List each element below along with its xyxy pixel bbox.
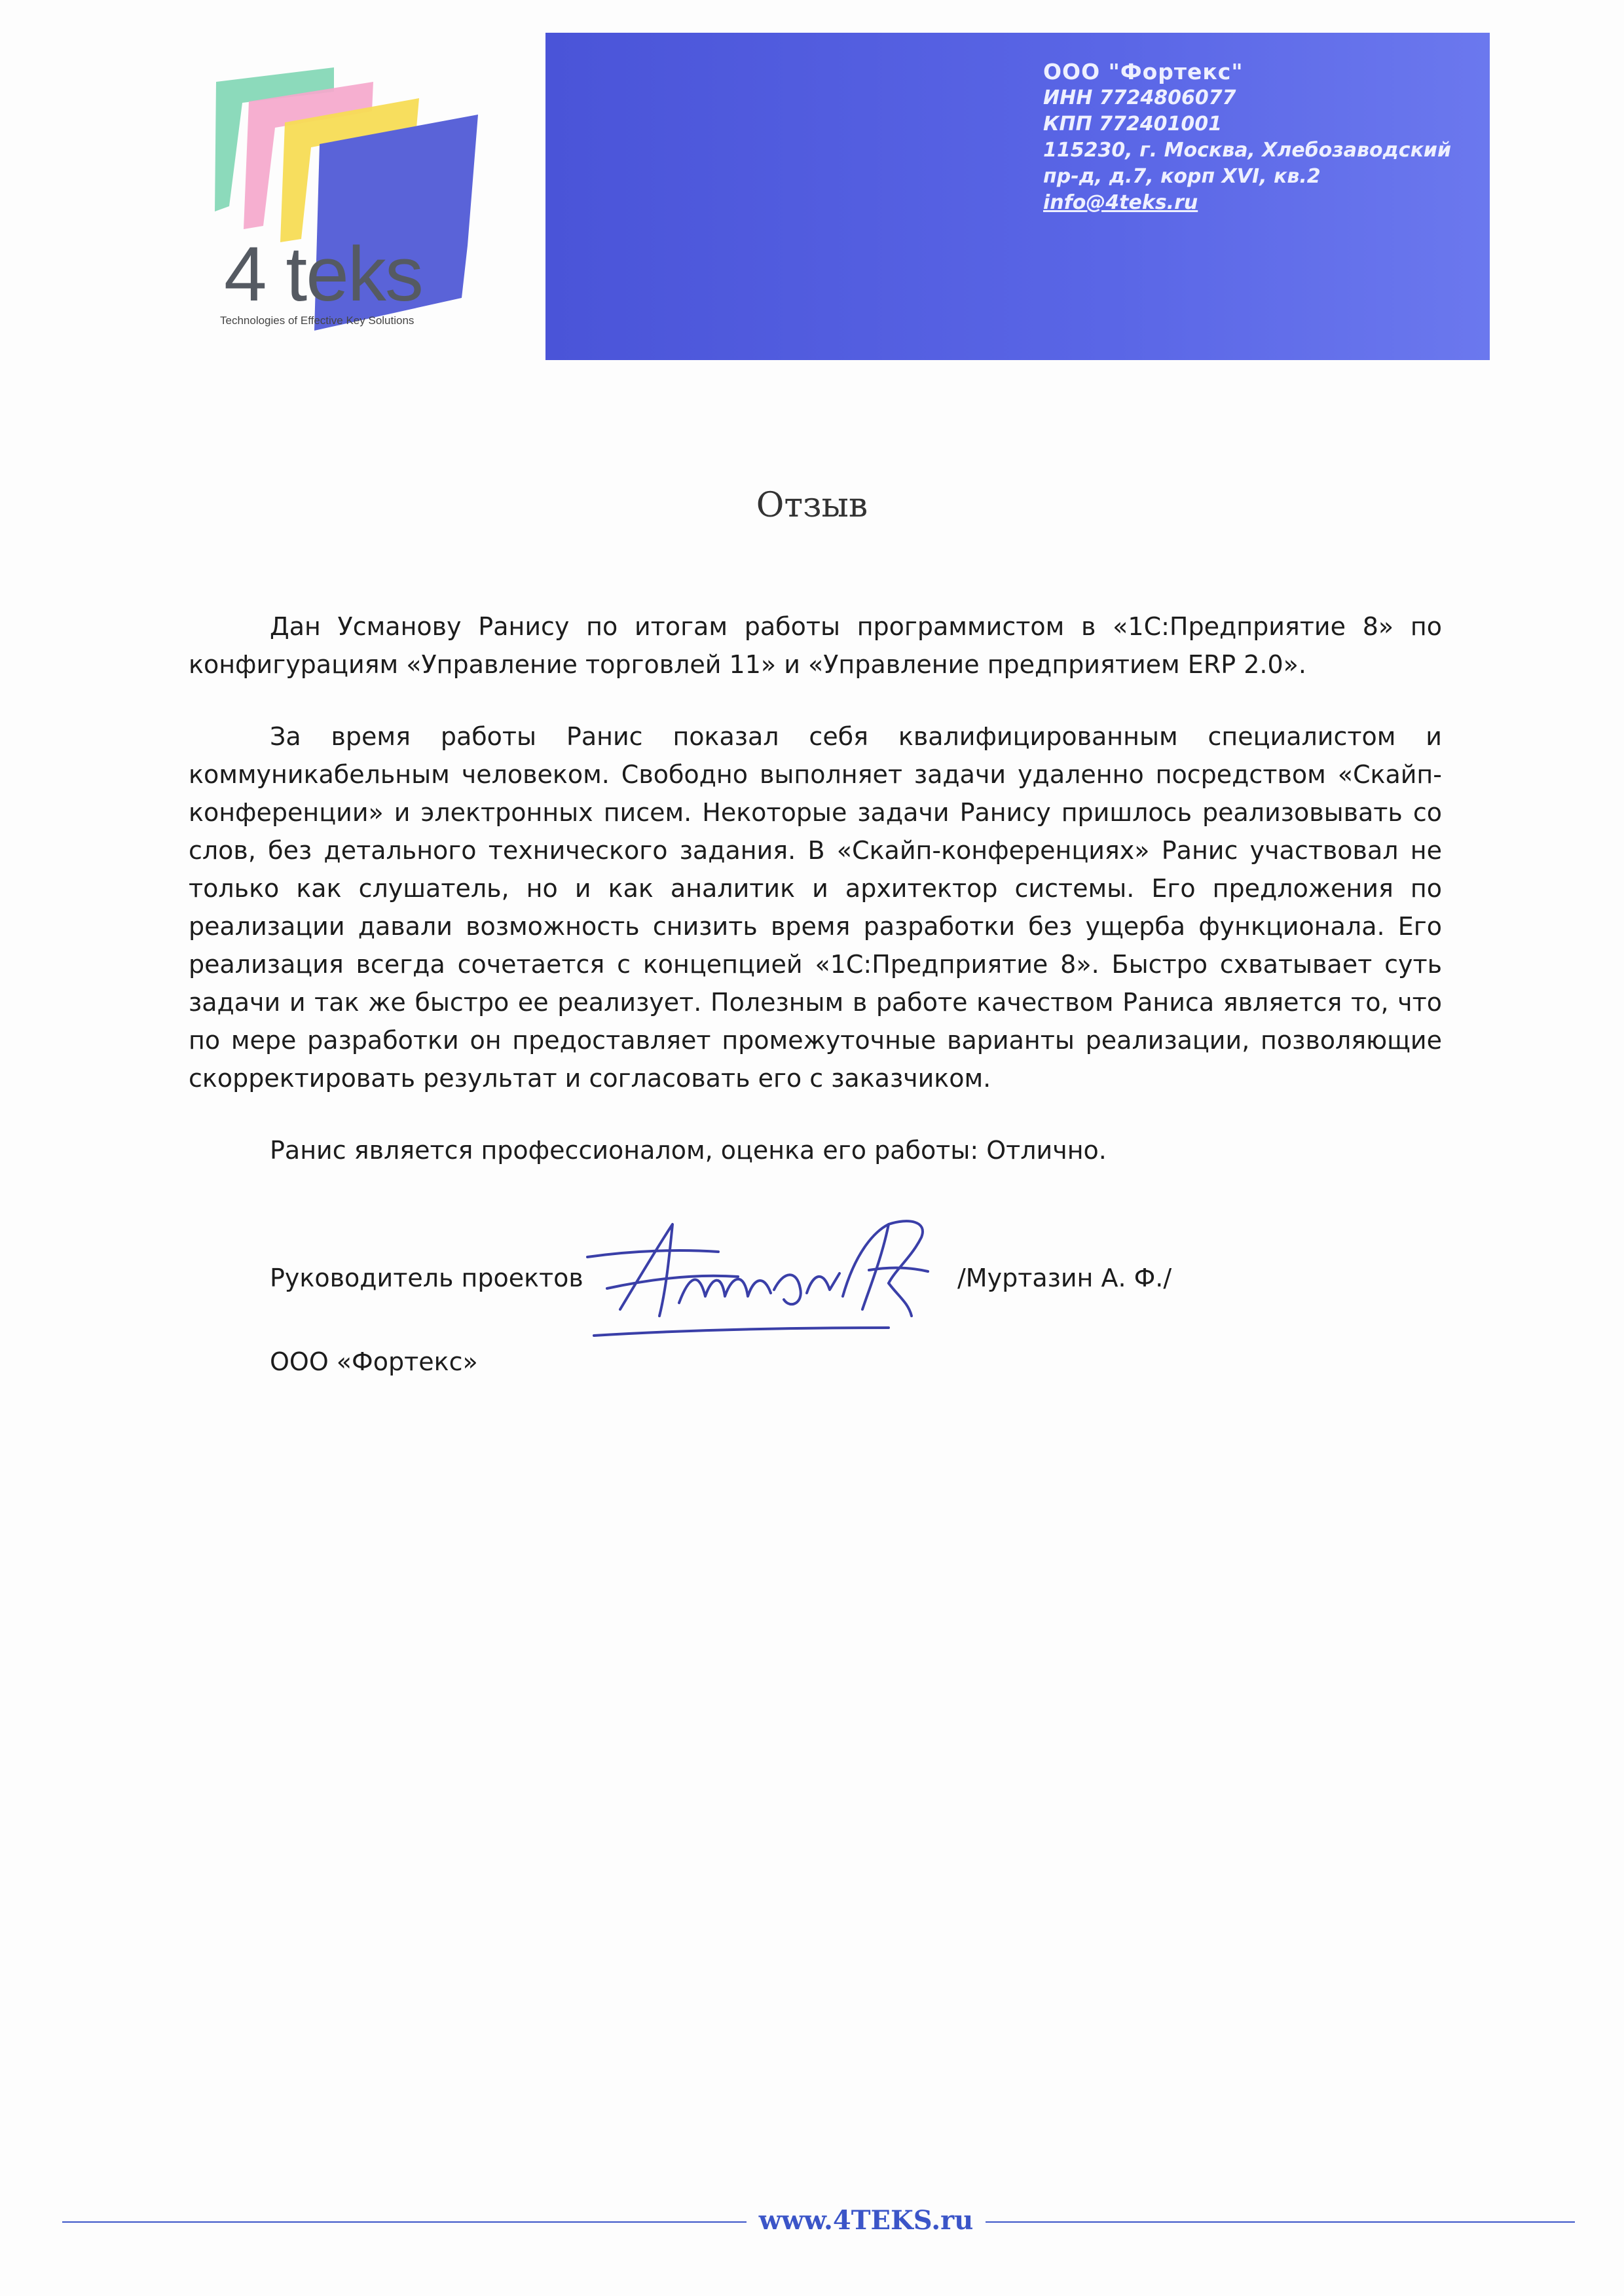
company-header-box	[545, 33, 1490, 360]
logo-tagline: Technologies of Effective Key Solutions	[220, 314, 415, 327]
document-title: Отзыв	[756, 486, 868, 525]
company-kpp: КПП 772401001	[1043, 113, 1223, 136]
paragraph: Ранис является профессионалом, оценка его работы: Отлично.	[270, 1136, 1107, 1165]
company-email-link[interactable]: info@4teks.ru	[1043, 191, 1198, 214]
company-address-line-2: пр-д, д.7, корп XVI, кв.2	[1043, 165, 1321, 188]
signer-organization: ООО «Фортекс»	[270, 1347, 478, 1376]
company-details	[1043, 59, 1451, 216]
company-name: ООО "Фортекс"	[1043, 59, 1244, 84]
paragraph: Дан Усманову Ранису по итогам работы программистом в «1С:Предприятие 8» по конфигурациям «Управление торговлей 11» и «Управление предприятием ERP 2.0».	[189, 612, 1442, 679]
signature-block	[270, 1211, 1383, 1381]
signer-role: Руководитель проектов	[270, 1264, 583, 1292]
footer-divider-right	[986, 2221, 1575, 2223]
company-logo	[203, 62, 504, 350]
logo-brand-text: 4 teks	[224, 231, 422, 318]
handwritten-signature	[581, 1211, 961, 1342]
company-inn: ИНН 7724806077	[1043, 86, 1236, 109]
paragraph: За время работы Ранис показал себя квалифицированным специалистом и коммуникабельным человеком. Свободно выполняет задачи удаленно посредством «Скайп-конференции» и электронных писем. Некоторые задачи Ранису пришлось реализовывать со слов, без детального технического задания. В «Скайп-конференциях» Ранис участвовал не только как слушатель, но и как аналитик и архитектор системы. Его предложения по реализации давали возможность снизить время разработки без ущерба функционала. Его реализация всегда сочетается с концепцией «1С:Предприятие 8». Быстро схватывает суть задачи и так же быстро ее реализует. Полезным в работе качеством Раниса является то, что по мере разработки он предоставляет промежуточные варианты реализации, позволяющие скорректировать результат и согласовать его с заказчиком.	[189, 722, 1442, 1093]
company-address-line-1: 115230, г. Москва, Хлебозаводский	[1043, 139, 1451, 162]
footer-divider-left	[62, 2221, 747, 2223]
signer-name: /Муртазин А. Ф./	[957, 1264, 1172, 1292]
letter-body	[189, 608, 1442, 1203]
footer-website-link[interactable]: www.4TEKS.ru	[758, 2205, 974, 2236]
